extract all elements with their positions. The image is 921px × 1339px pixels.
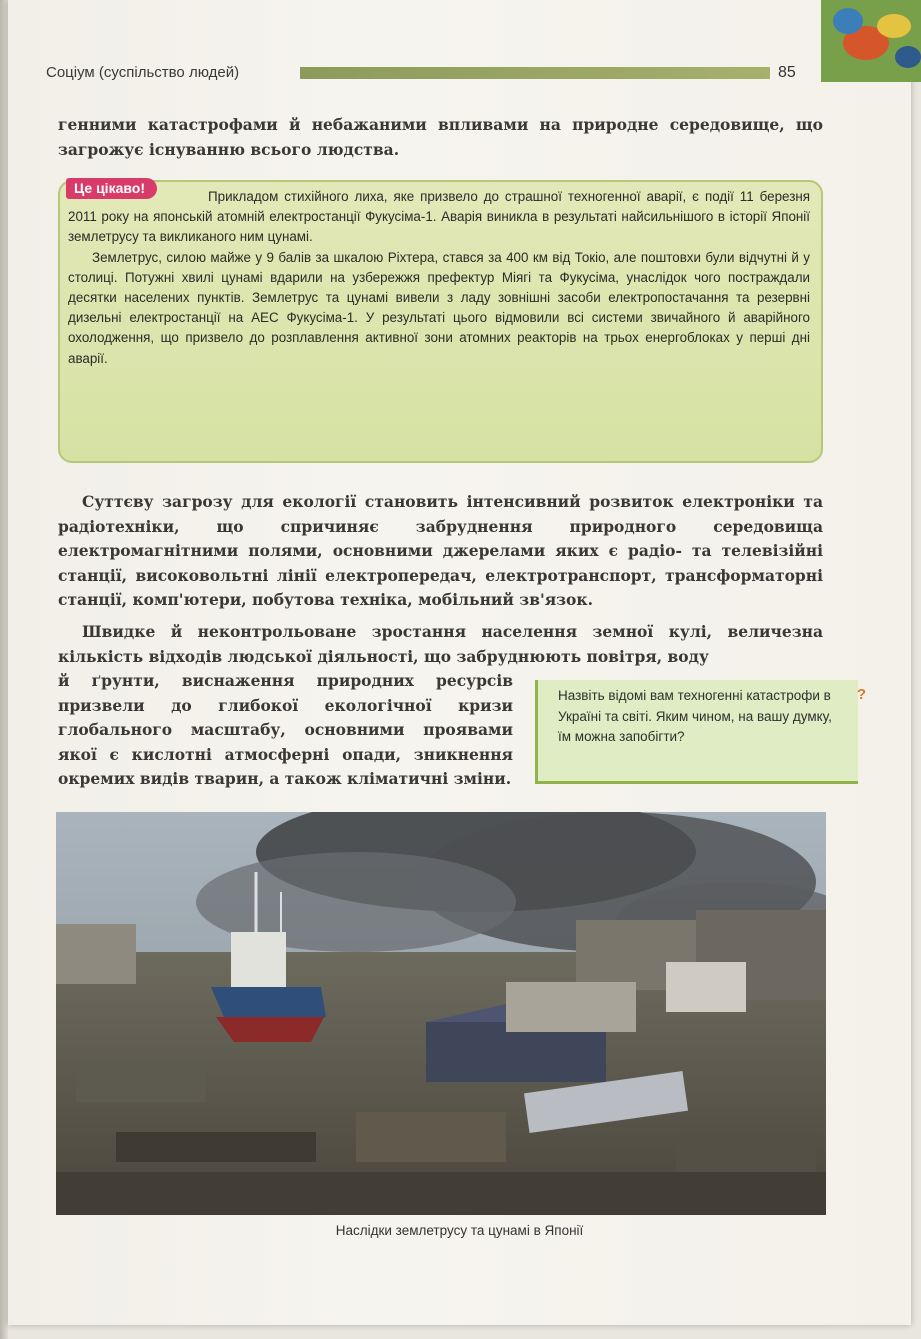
body-paragraph-2-rest: й ґрунти, виснаження природних ресурсів призвели до глибокої екологічної кризи глобального масштабу, основними проявами якої є кислотні атмосферні опади, зникнення окремих видів тварин, а також кліматичні зміни. — [58, 671, 513, 788]
corner-illustration — [821, 0, 921, 82]
info-box — [58, 180, 823, 463]
body-paragraph-2-start: Швидке й неконтрольоване зростання населення земної кулі, величезна кількість відходів людської діяльності, що забруднюють повітря, воду — [58, 622, 823, 666]
question-mark-icon: ? — [856, 686, 866, 703]
tsunami-aftermath-image — [56, 812, 826, 1215]
disaster-photo — [56, 812, 826, 1215]
info-paragraph-2: Землетрус, силою майже у 9 балів за шкалою Ріхтера, стався за 400 км від Токіо, але поштовхи були відчутні й у столиці. Потужні хвилі цунамі вдарили на узбережжя префектур Міягі та Фукусіма, унаслідок чого постраждали десятки населених пунктів. Землетрус та цунамі вивели з ладу зовнішні засоби електропостачання та резервні дизельні електростанції на АЕС Фукусіма-1. У результаті цього відмовили всі системи звичайного й аварійного охолодження, що призвело до розплавлення активної зони атомних реакторів на трьох енергоблоках у перші дні аварії. — [68, 249, 810, 366]
header-bar — [300, 67, 770, 79]
question-text: Назвіть відомі вам техногенні катастрофи в Україні та світі. Яким чином, на вашу думку, їм можна запобігти? — [558, 688, 832, 744]
section-title: Соціум (суспільство людей) — [46, 64, 240, 81]
page-binding-edge — [0, 0, 8, 1339]
info-box-text — [68, 187, 810, 369]
info-badge: Це цікаво! — [66, 178, 157, 199]
question-box — [535, 680, 866, 784]
body-paragraph-1: Суттєву загрозу для екології становить інтенсивний розвиток електроніки та радіотехніки, що спричиняє забруднення природного середовища електромагнітними полями, основними джерелами яких є радіо- та телевізійні станції, високовольтні лінії електропередач, електротранспорт, трансформаторні станції, комп'ютери, побутова техніка, мобільний зв'язок. — [58, 492, 823, 609]
intro-text: генними катастрофами й небажаними впливами на природне середовище, що загрожує існуванню всього людства. — [58, 115, 823, 159]
photo-caption: Наслідки землетрусу та цунамі в Японії — [335, 1223, 584, 1238]
textbook-page — [8, 0, 911, 1325]
info-paragraph-1: Прикладом стихійного лиха, яке призвело до страшної техногенної аварії, є події 11 березня 2011 року на японській атомній електростанції Фукусіма-1. Аварія виникла в результаті найсильнішого в історії Японії землетрусу та викликаного ним цунамі. — [68, 189, 810, 245]
page-number: 85 — [778, 64, 796, 81]
